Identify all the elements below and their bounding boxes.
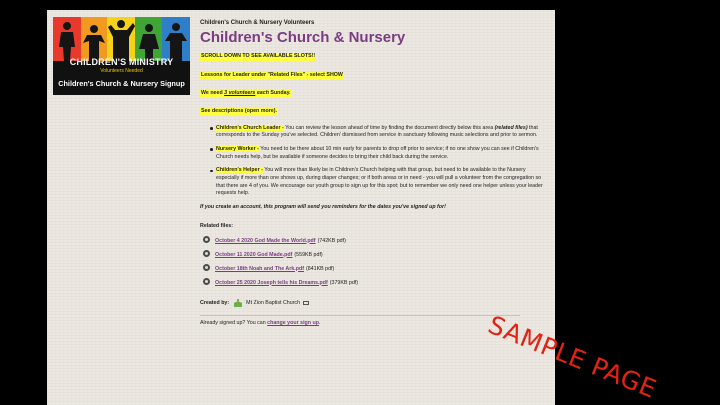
creator-name: Mt Zion Baptist Church [246, 299, 301, 306]
role-item-nursery [216, 146, 550, 161]
need-suffix: Sunday. [268, 90, 291, 97]
role-text: You will more than likely be in Children's Church helping with that group, but need to be available to the Nursery especially if more than one shows up, during diaper changes; or if both areas or in need - you will pull a volunteer from the congregation so that there are 4 of you. We encourage our youth group to sign up for this spot; but to remember we only need one helper unless your leader requests help. [216, 167, 543, 197]
expand-file-icon[interactable] [203, 236, 210, 243]
descriptions-toggle-text[interactable]: See descriptions (open more). [201, 107, 277, 114]
banner-signup-text: Children's Church & Nursery Signup [58, 79, 185, 88]
role-text-end: that corresponds to the Sunday you've selected. Children' dismissed from service in sanctuary following music selections and prior to sermon. [216, 124, 538, 139]
file-link[interactable]: October 4 2020 God Made the World.pdf [215, 237, 316, 244]
file-size: (742KB pdf) [317, 237, 346, 244]
created-by-label: Created by: [200, 299, 230, 306]
file-item [203, 248, 550, 262]
lessons-notice [200, 72, 550, 80]
lessons-notice-text: Lessons for Leader under "Related Files" - select SHOW [201, 71, 343, 78]
role-name: Children's Church Leader - [216, 124, 284, 131]
need-each: each [256, 90, 269, 97]
volunteers-needed-notice [200, 90, 550, 98]
main-content [200, 19, 550, 328]
children-silhouettes-art [53, 17, 190, 61]
church-logo-icon [233, 299, 243, 307]
expand-file-icon[interactable] [203, 278, 210, 285]
descriptions-toggle[interactable] [200, 108, 550, 116]
need-count: 3 volunteers [224, 90, 256, 97]
page-title: Children's Church & Nursery [200, 28, 406, 46]
role-text: You need to be there about 10 min early for parents to drop off prior to service; if no one show you can see if Children's Church needs help, but be available if someone decides to bring their child back during the service. [216, 145, 539, 160]
file-item [203, 262, 550, 276]
file-link[interactable]: October 25 2020 Joseph tells his Dreams.pdf [215, 279, 328, 286]
reminder-text: If you create an account, this program will send you reminders for the dates you've signed up for! [200, 204, 446, 210]
file-item [203, 234, 550, 248]
sample-page-watermark: SAMPLE PAGE [484, 310, 661, 404]
expand-file-icon[interactable] [203, 264, 210, 271]
role-name: Nursery Worker - [216, 145, 259, 152]
ministry-banner-logo [53, 17, 190, 95]
divider [200, 315, 520, 316]
role-descriptions-list [216, 125, 550, 198]
need-prefix: We need [201, 90, 225, 97]
banner-title: CHILDREN'S MINISTRY [69, 57, 174, 67]
role-text: You can review the lesson ahead of time by finding the document directly below this area [283, 124, 495, 131]
already-text: Already signed up? You can [200, 320, 268, 327]
role-item-leader [216, 125, 550, 140]
role-item-helper [216, 167, 550, 198]
file-size: (559KB pdf) [294, 251, 323, 258]
email-icon[interactable] [303, 301, 309, 305]
expand-file-icon[interactable] [203, 250, 210, 257]
file-link[interactable]: October 11 2020 God Made.pdf [215, 251, 293, 258]
file-link[interactable]: October 18th Noah and The Ark.pdf [215, 265, 304, 272]
file-item [203, 276, 550, 290]
change-signup-link[interactable]: change your sign up [267, 320, 319, 327]
signup-page [47, 10, 661, 405]
scroll-notice-text: SCROLL DOWN TO SEE AVAILABLE SLOTS!! [201, 52, 316, 59]
file-size: (379KB pdf) [329, 279, 359, 286]
created-by-row [200, 299, 550, 307]
role-name: Children's Helper - [216, 167, 263, 174]
scroll-notice [200, 53, 550, 61]
already-end: . [318, 320, 321, 327]
file-size: (841KB pdf) [305, 265, 335, 272]
role-text-italic: (related files) [494, 124, 528, 131]
banner-subtitle: Volunteers Needed [100, 68, 143, 74]
related-files-label: Related files: [200, 222, 233, 229]
related-files-list [203, 234, 550, 290]
breadcrumb: Children's Church & Nursery Volunteers [200, 20, 315, 26]
